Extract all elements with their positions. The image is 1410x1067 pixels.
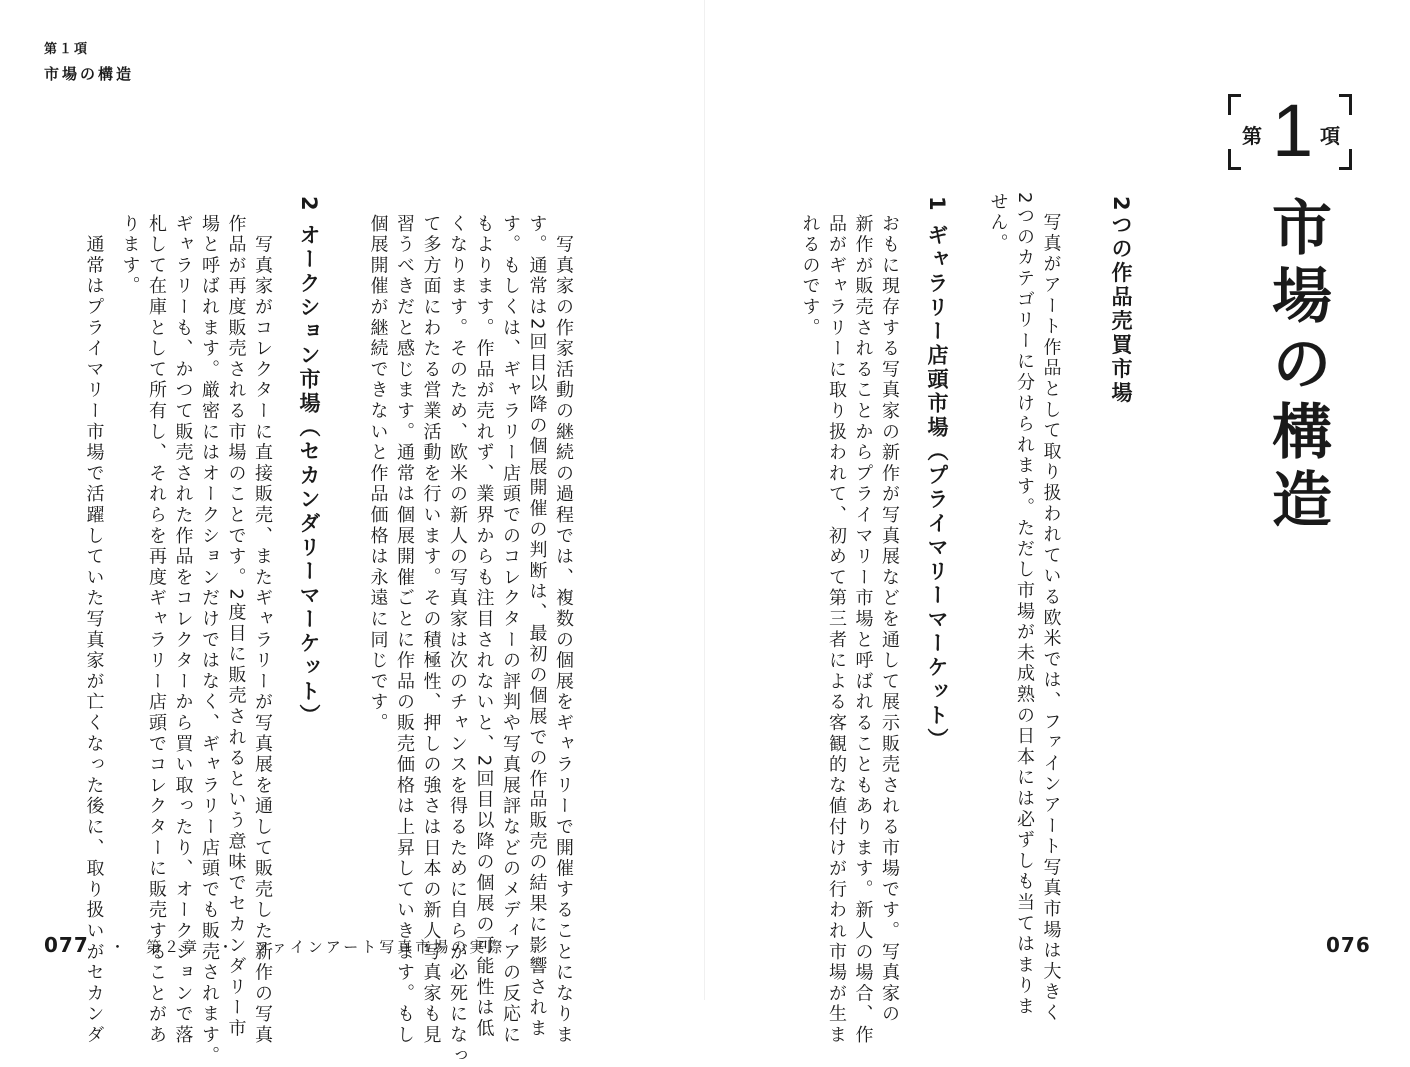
subheading-primary-market: 1 ギャラリー店頭市場（プライマリーマーケット） — [925, 196, 949, 752]
continuation-paragraph: 通常はプライマリー市場で活躍していた写真家が亡くなった後に、取り扱いがセカンダ — [83, 214, 105, 1046]
section-marker-suffix: 項 — [1320, 124, 1340, 148]
page-fold — [704, 0, 705, 1000]
left-page-number: 077 — [44, 933, 89, 957]
running-head-section: 第１項 — [44, 42, 90, 57]
chapter-title: 市場の構造 — [1262, 196, 1332, 536]
bracket-corner — [1339, 94, 1352, 115]
gallery-career-paragraph: 写真家の作家活動の継続の過程では、複数の個展をギャラリーで開催することになりま す。通常は2回目以降の個展開催の判断は、最初の個展での作品販売の結果に影響されま す。もしくは、ギャラリー店頭でのコレクターの評判や写真展評などのメディアの反応に もよります。作品が売れず、業界からも注目されないと、2回目以降の個展の可能性は低 くなります。そのため、欧米の新人の写真家は次のチャンスを得るために自らが必死になっ て多方面にわたる営業活動を行います。その積極性、押しの強さは日本の新人写真家も見 習うべきだと感じます。通常は個展開催ごとに作品の販売価格は上昇していきます。もし 個展開催が継続できないと作品価格は永遠に同じです。 — [367, 214, 574, 1067]
section-marker-prefix: 第 — [1242, 124, 1262, 148]
bracket-corner — [1339, 149, 1352, 170]
section-marker — [1228, 89, 1352, 172]
footer-chapter-title: ・ 第２章 ・ ファインアート写真市場の実際 — [110, 938, 506, 956]
running-head — [44, 38, 134, 84]
bracket-corner — [1228, 149, 1241, 170]
intro-paragraph: 写真がアート作品として取り扱われている欧米では、ファインアート写真市場は大きく 2つのカテゴリーに分けられます。ただし市場が未成熟の日本には必ずしも当てはまりま せん。 — [987, 192, 1062, 1024]
bracket-corner — [1228, 94, 1241, 115]
subheading-secondary-market: 2 オークション市場（セカンダリーマーケット） — [297, 196, 321, 728]
section-marker-number: 1 — [1272, 89, 1314, 172]
primary-market-paragraph: おもに現存する写真家の新作が写真展などを通して展示販売される市場です。写真家の 新作が販売されることからプライマリー市場と呼ばれることもあります。新人の場合、作 品がギャラリーに取り扱われて、初めて第三者による客観的な値付けが行われ市場が生ま れるのです。 — [799, 214, 900, 1046]
secondary-market-paragraph: 写真家がコレクターに直接販売、またギャラリーが写真展を通して販売した新作の写真 作品が再度販売される市場のことです。2度目に販売されるという意味でセカンダリー市 場と呼ばれます。厳密にはオークションだけではなく、ギャラリー店頭でも販売されます。 ギャラリーも、かつて販売された作品をコレクターから買い取ったり、オークションで落 札して在庫として所有し、それらを再度ギャラリー店頭でコレクターに販売することがあ ります。 — [119, 214, 273, 1067]
right-page-number: 076 — [1326, 933, 1371, 957]
section-heading: 2つの作品売買市場 — [1109, 196, 1133, 406]
running-head-title: 市場の構造 — [44, 65, 135, 83]
